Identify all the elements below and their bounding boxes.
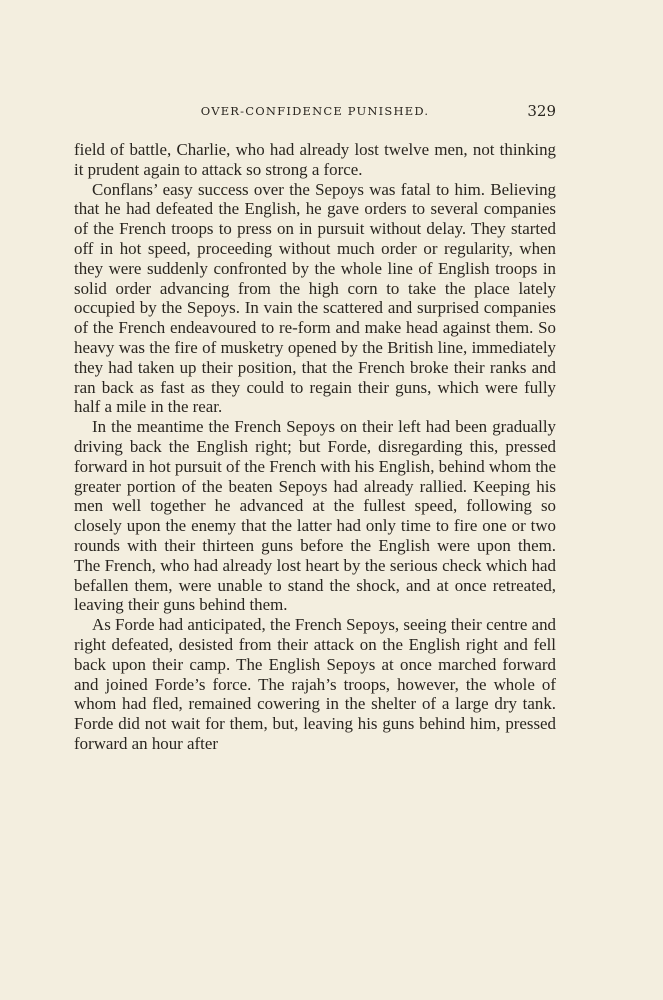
running-head (74, 104, 556, 124)
paragraph-continued: field of battle, Charlie, who had already lost twelve men, not thinking it prudent again to attack so strong a force. (74, 140, 556, 179)
page-number: 329 (527, 102, 556, 120)
paragraph: In the meantime the French Sepoys on their left had been gradually driving back the English right; but Forde, disregarding this, pressed forward in hot pursuit of the French with his English, behind whom the greater portion of the beaten Sepoys had already rallied. Keeping his men well together he advanced at the fullest speed, following so closely upon the enemy that the latter had only time to fire one or two rounds with their thirteen guns before the English were upon them. The French, who had already lost heart by the serious check which had befallen them, were unable to stand the shock, and at once retreated, leaving their guns behind them. (74, 417, 556, 615)
paragraph: Conflans’ easy success over the Sepoys was fatal to him. Believing that he had defeated the English, he gave orders to several companies of the French troops to press on in pursuit without delay. They started off in hot speed, proceeding without much order or regularity, when they were suddenly confronted by the whole line of English troops in solid order advancing from the high corn to take the place lately occupied by the Sepoys. In vain the scattered and surprised companies of the French endeavoured to re-form and make head against them. So heavy was the fire of musketry opened by the British line, immediately they had taken up their position, that the French broke their ranks and ran back as fast as they could to regain their guns, which were fully half a mile in the rear. (74, 179, 556, 417)
running-title: OVER-CONFIDENCE PUNISHED. (200, 104, 430, 118)
paragraph: As Forde had anticipated, the French Sepoys, seeing their centre and right defeated, desisted from their attack on the English right and fell back upon their camp. The English Sepoys at once marched forward and joined Forde’s force. The rajah’s troops, however, the whole of whom had fled, remained cowering in the shelter of a large dry tank. Forde did not wait for them, but, leaving his guns behind him, pressed forward an hour after (74, 615, 556, 753)
body-text (74, 140, 556, 754)
